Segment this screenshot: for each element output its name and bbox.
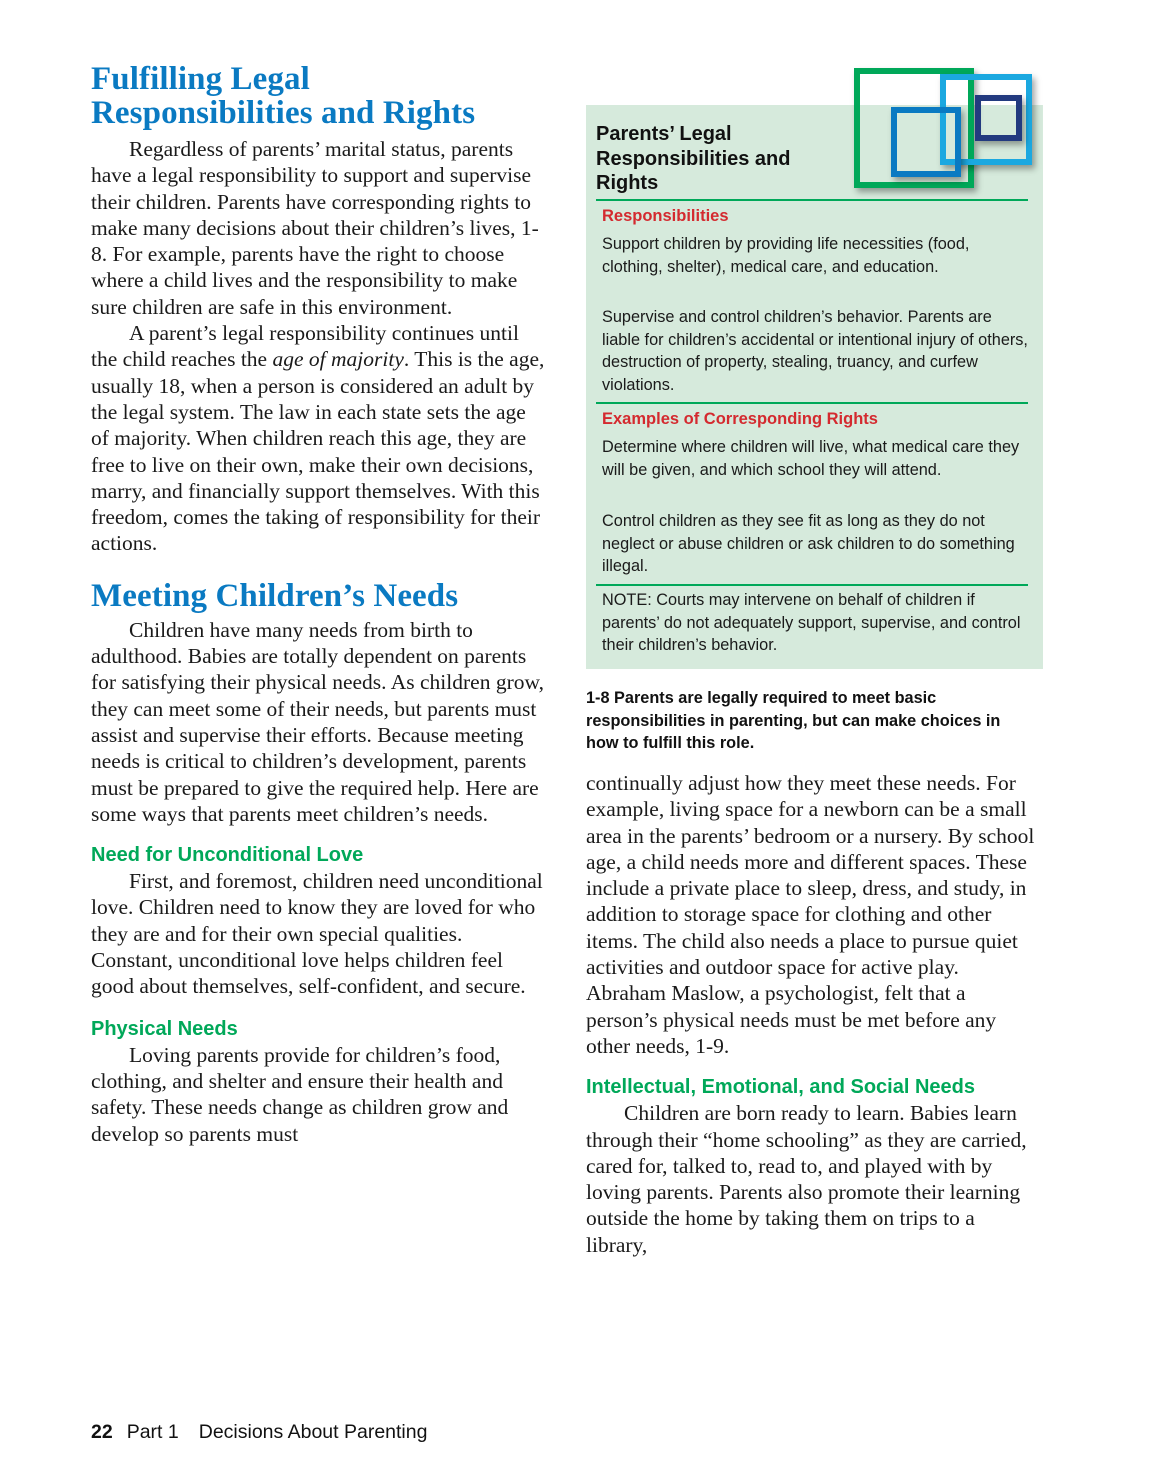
paragraph-text: . This is the age, usually 18, when a person is considered an adult by the legal system. The law in each state sets the age of majority. When children reach this age, they are free to live on their own, make their own decisions, marry, and financially support themselves. With this freedom, comes the taking of responsibility for their actions. (91, 347, 545, 556)
subheading-physical: Physical Needs (91, 1017, 238, 1040)
paragraph-text: A parent’s legal responsibility continues until the child reaches the (91, 321, 519, 372)
figure-title: Parents’ Legal Responsibilities and Rights (596, 123, 791, 194)
paragraph: Children are born ready to learn. Babies learn through their “home schooling” as they are carried, cared for, talked to, read to, and played with by loving parents. Parents also promote their learning outside the home by taking them on trips to a library, (586, 1101, 1027, 1257)
decorative-square-navy-icon (975, 95, 1022, 141)
page-number: 22 (91, 1421, 113, 1443)
figure-item: Control children as they see fit as long as they do not neglect or abuse children or ask children to do something illegal. (602, 512, 1015, 576)
divider (596, 402, 1028, 404)
page-footer (91, 1421, 427, 1444)
divider (596, 584, 1028, 586)
paragraph (91, 320, 546, 557)
figure-heading-responsibilities: Responsibilities (602, 207, 729, 225)
paragraph: Regardless of parents’ marital status, parents have a legal responsibility to support and supervise their children. Parents have corresponding rights to make many decisions about their children’s lives, 1-8. For example, parents have the right to choose where a child lives and the responsibility to make sure children are safe in this environment. (91, 137, 539, 319)
chapter-title: Decisions About Parenting (198, 1421, 428, 1443)
section-heading-legal: Fulfilling Legal Responsibilities and Rights (91, 61, 476, 131)
paragraph: First, and foremost, children need unconditional love. Children need to know they are loved for who they are and for their own special qualities. Constant, unconditional love helps children feel good about themselves, self-confident, and secure. (91, 869, 543, 999)
subheading-intellectual: Intellectual, Emotional, and Social Needs (586, 1076, 975, 1099)
divider (596, 199, 1028, 201)
paragraph: continually adjust how they meet these needs. For example, living space for a newborn can be a small area in the parents’ bedroom or a nursery. By school age, a child needs more and different spaces. These include a private place to sleep, dress, and study, in addition to storage space for clothing and other items. The child also needs a place to pursue quiet activities and outdoor space for active play. Abraham Maslow, a psychologist, felt that a person’s physical needs must be met before any other needs, 1-9. (586, 771, 1035, 1058)
decorative-square-blue-icon (891, 107, 961, 177)
figure-caption: 1-8 Parents are legally required to meet basic responsibilities in parenting, but can make choices in how to fulfill this role. (586, 689, 1001, 752)
figure-item: Determine where children will live, what medical care they will be given, and which school they will attend. (602, 438, 1020, 479)
left-column (91, 62, 546, 1147)
right-column (586, 770, 1041, 1258)
figure-1-8 (586, 60, 1046, 760)
subheading-love: Need for Unconditional Love (91, 844, 364, 867)
section-heading-needs: Meeting Children’s Needs (91, 577, 459, 614)
part-label: Part 1 (126, 1421, 179, 1443)
key-term: age of majority (272, 347, 404, 372)
paragraph: Children have many needs from birth to adulthood. Babies are totally dependent on parents for satisfying their physical needs. As children grow, they can meet some of their needs, but parents must assist and supervise their efforts. Because meeting needs is critical to children’s development, parents must be prepared to give the required help. Here are some ways that parents meet children’s needs. (91, 617, 544, 826)
figure-heading-rights: Examples of Corresponding Rights (602, 410, 878, 428)
figure-item: Supervise and control children’s behavior. Parents are liable for children’s accidental or intentional injury of others, destruction of property, stealing, truancy, and curfew violations. (602, 308, 1028, 395)
paragraph: Loving parents provide for children’s food, clothing, and shelter and ensure their health and safety. These needs change as children grow and develop so parents must (91, 1042, 509, 1146)
figure-note: NOTE: Courts may intervene on behalf of children if parents’ do not adequately support, supervise, and control their children’s behavior. (602, 591, 1021, 655)
figure-item: Support children by providing life necessities (food, clothing, shelter), medical care, and education. (602, 235, 970, 276)
